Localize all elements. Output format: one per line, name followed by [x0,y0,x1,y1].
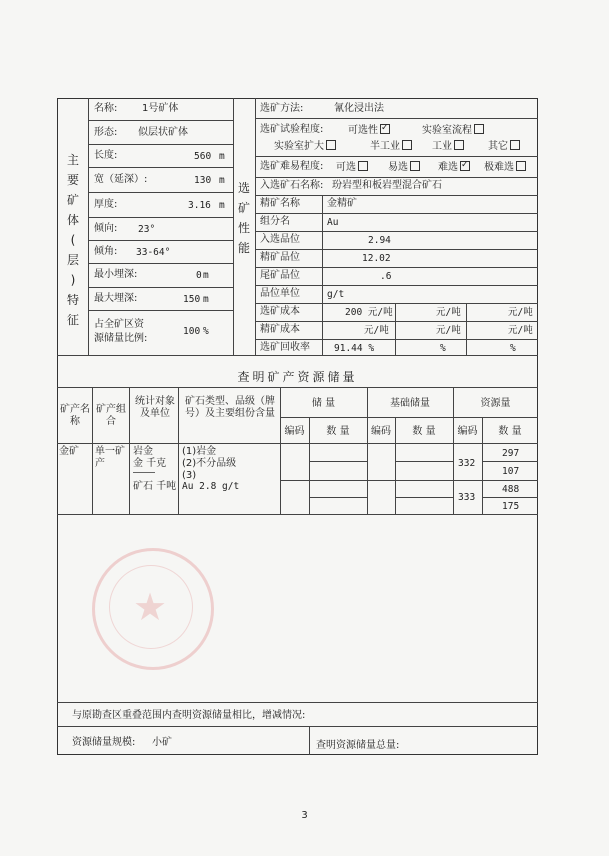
official-seal: ★ [92,548,214,670]
row-stat-object: 金 千克 [133,458,167,469]
grid-value: % [440,343,446,354]
grid-label: 精矿成本 [260,324,300,335]
proportion-unit: % [203,326,209,337]
max-depth-unit: m [203,294,209,305]
grid-value: g/t [327,289,345,300]
difficulty-option-easy-select: 可选 [336,161,368,174]
max-depth-value: 150 [183,294,201,305]
grid-value: 元/吨 [436,325,461,336]
total-label: 查明资源储量总量: [316,740,400,751]
scale-value: 小矿 [152,737,172,748]
ore-name-value: 玢岩型和板岩型混合矿石 [332,180,442,191]
difficulty-option-easy: 易选 [388,161,420,174]
grid-value: 2.94 [368,235,391,246]
grid-label: 尾矿品位 [260,270,300,281]
difficulty-option-very-hard: 极难选 [484,161,526,174]
side-label-beneficiation: 选 矿 性 能 [237,181,250,255]
checkbox-icon [358,161,368,171]
grid-label: 选矿回收率 [260,342,310,353]
test-option-other: 其它 [488,140,520,153]
header-qty: 数 量 [498,426,522,437]
grid-value: 元/吨 [364,325,389,336]
test-degree-label: 选矿试验程度: [260,124,324,135]
resource-qty: 488 [502,484,520,495]
header-mineral-combo: 矿产组合 [96,404,126,427]
side-label-orebody: 主 要 矿 体 ( 层 ) 特 征 [66,153,79,327]
grid-value: 元/吨 [508,325,533,336]
proportion-label: 占全矿区资 源储量比例: [94,319,148,344]
header-qty: 数 量 [326,426,350,437]
checkbox-icon [410,161,420,171]
header-ore-type: 矿石类型、品级（牌号）及主要组份含量 [185,396,275,419]
header-code: 编码 [371,426,391,437]
dip-direction-label: 倾向: [94,223,118,234]
row-ore-type: (1)岩金 [182,446,217,457]
header-mineral-name: 矿产名称 [60,404,90,427]
test-option-semi-industrial: 半工业 [370,140,412,153]
checkbox-icon [454,140,464,150]
test-option-feasibility: 可选性✓ [348,124,390,137]
difficulty-label: 选矿难易程度: [260,161,324,172]
checkbox-icon [402,140,412,150]
header-qty: 数 量 [412,426,436,437]
page-number: 3 [301,810,308,821]
reserves-title: 查明矿产资源储量 [237,370,358,384]
grid-value: .6 [380,271,392,282]
dip-angle-label: 倾角: [94,246,118,257]
test-option-lab-expanded: 实验室扩大 [274,140,336,153]
resource-qty: 297 [502,448,520,459]
checkbox-icon [516,161,526,171]
difficulty-option-hard: 难选✓ [438,161,470,174]
shape-label: 形态: [94,127,118,138]
width-label: 宽（延深）: [94,174,148,185]
row-stat-object: 矿石 千吨 [133,481,177,492]
proportion-value: 100 [183,326,201,337]
grid-label: 入选品位 [260,234,300,245]
min-depth-unit: m [203,270,209,281]
ore-name-label: 入选矿石名称: [260,180,324,191]
grid-value: Au [327,217,339,228]
row-ore-type: (2)不分品级 [182,458,237,469]
test-option-industrial: 工业 [432,140,464,153]
scale-label: 资源储量规模: [72,737,136,748]
row-stat-object: 岩金 [133,446,153,457]
resource-qty: 175 [502,501,520,512]
grid-value: 元/吨 [436,307,461,318]
row-mineral-name: 金矿 [59,446,79,457]
min-depth-value: 0 [196,270,202,281]
header-resource: 资源量 [480,398,511,409]
grid-label: 选矿成本 [260,306,300,317]
dip-direction-value: 23° [138,224,156,235]
width-value: 130 [194,175,212,186]
header-stat-object: 统计对象及单位 [135,396,175,419]
method-value: 氰化浸出法 [334,103,384,114]
grid-label: 精矿品位 [260,252,300,263]
thickness-unit: m [219,200,225,211]
checkbox-icon [510,140,520,150]
grid-value: 12.02 [362,253,391,264]
row-ore-type: Au 2.8 g/t [182,481,240,492]
checkbox-icon [380,124,390,134]
grid-label: 组分名 [260,216,290,227]
row-ore-type: (3) [182,470,197,481]
header-basic-reserve: 基础储量 [390,398,430,409]
grid-value: % [510,343,516,354]
row-mineral-combo: 单一矿产 [95,446,125,469]
header-reserve: 储 量 [311,398,336,409]
thickness-label: 厚度: [94,199,118,210]
comparison-label: 与原勘查区重叠范围内查明资源储量相比，增减情况: [72,710,306,721]
length-label: 长度: [94,150,118,161]
name-label: 名称: [94,103,118,114]
grid-value: 200 元/吨 [345,307,393,318]
test-option-lab-process: 实验室流程 [422,124,484,137]
thickness-value: 3.16 [188,200,211,211]
name-value: 1号矿体 [142,103,179,114]
shape-value: 似层状矿体 [138,127,188,138]
min-depth-label: 最小埋深: [94,269,138,280]
dip-angle-value: 33-64° [136,247,171,258]
grid-value: 金精矿 [327,198,357,209]
checkbox-icon [460,161,470,171]
resource-code: 333 [458,492,476,503]
grid-value: 91.44 % [334,343,375,354]
grid-label: 精矿名称 [260,198,300,209]
checkbox-icon [474,124,484,134]
max-depth-label: 最大埋深: [94,293,138,304]
width-unit: m [219,175,225,186]
resource-code: 332 [458,458,476,469]
header-code: 编码 [457,426,478,437]
header-code: 编码 [284,426,305,437]
length-value: 560 [194,151,212,162]
resource-qty: 107 [502,466,520,477]
method-label: 选矿方法: [260,103,304,114]
grid-value: 元/吨 [508,307,533,318]
checkbox-icon [326,140,336,150]
length-unit: m [219,151,225,162]
grid-label: 品位单位 [260,288,300,299]
